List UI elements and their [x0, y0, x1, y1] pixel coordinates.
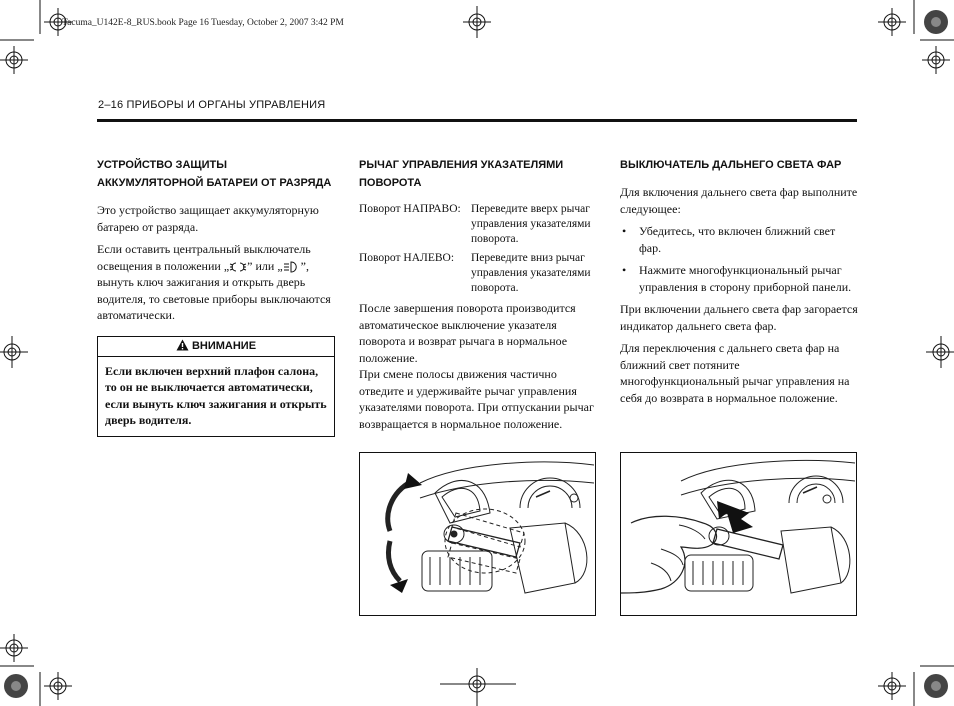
battery-paragraph-2 — [97, 241, 335, 324]
list-item: • Нажмите многофункциональный рычаг управления в сторону приборной панели. — [620, 262, 860, 295]
turn-right-text: Переведите вверх рычаг управления указателями поворота. — [471, 203, 591, 245]
highbeam-paragraph-2: При включении дальнего света фар загорается индикатор дальнего света фар. — [620, 302, 858, 333]
turn-right-label: Поворот НАПРАВО: — [359, 203, 461, 215]
registration-mark-left-middle — [0, 330, 30, 374]
print-info: Tacuma_U142E-8_RUS.book Page 16 Tuesday, October 2, 2007 3:42 PM — [62, 18, 344, 28]
highbeam-lever-illustration — [621, 453, 856, 615]
turn-section — [359, 156, 599, 438]
battery-p2-before: Если оставить центральный выключатель освещения в положении „ — [97, 242, 311, 273]
highbeam-paragraph-1: Для включения дальнего света фар выполните следующее: — [620, 185, 858, 216]
registration-mark-bottom-right — [874, 626, 954, 706]
warning-box — [97, 336, 335, 437]
turn-left-label: Поворот НАЛЕВО: — [359, 252, 455, 264]
registration-mark-bottom-left — [0, 626, 80, 706]
turn-paragraph-1: После завершения поворота производится автоматическое выключение указателя поворота и возврат рычага в нормальное положение. — [359, 301, 576, 365]
warning-text: Если включен верхний плафон салона, то он не выключается автоматически, если вынуть ключ зажигания и открыть дверь водителя. — [105, 363, 327, 427]
battery-section — [97, 156, 335, 437]
battery-p2-after: ”, вынуть ключ зажигания и открыть дверь водителя, то световые приборы выключаются автоматически. — [97, 258, 331, 322]
turn-right-row — [359, 202, 599, 247]
parking-light-icon — [229, 261, 247, 273]
highbeam-title: ВЫКЛЮЧАТЕЛЬ ДАЛЬНЕГО СВЕТА ФАР — [620, 159, 842, 171]
turn-left-row — [359, 251, 599, 296]
list-item: • Убедитесь, что включен ближний свет фар. — [620, 223, 860, 256]
header-rule — [97, 119, 857, 122]
turn-left-text: Переведите вниз рычаг управления указателями поворота. — [471, 252, 591, 294]
turn-paragraph-2: При смене полосы движения частично отведите и удерживайте рычаг управления указателями поворота. При отпускании рычаг возвращается в нормальное положение. — [359, 367, 594, 431]
warning-label: ВНИМАНИЕ — [191, 339, 257, 352]
registration-mark-top-left — [0, 0, 80, 80]
headlight-icon — [283, 261, 301, 273]
registration-mark-top-right — [874, 0, 954, 80]
running-header: 2–16 ПРИБОРЫ И ОРГАНЫ УПРАВЛЕНИЯ — [98, 99, 326, 111]
turn-lever-illustration — [360, 453, 595, 615]
battery-title: УСТРОЙСТВО ЗАЩИТЫ АККУМУЛЯТОРНОЙ БАТАРЕИ ОТ РАЗРЯДА — [97, 159, 332, 189]
warning-header — [98, 337, 334, 357]
registration-mark-top-center — [452, 0, 502, 44]
highbeam-section — [620, 156, 860, 412]
registration-mark-bottom-center — [440, 662, 516, 706]
battery-paragraph-1: Это устройство защищает аккумуляторную батарею от разряда. — [97, 203, 319, 234]
turn-lever-figure — [359, 452, 596, 616]
battery-p2-middle: ” или „ — [247, 258, 283, 273]
highbeam-paragraph-3: Для переключения с дальнего света фар на ближний свет потяните многофункциональный рычаг управления на себя до возврата в нормальное положение. — [620, 341, 850, 405]
turn-title: РЫЧАГ УПРАВЛЕНИЯ УКАЗАТЕЛЯМИ ПОВОРОТА — [359, 159, 564, 189]
registration-mark-right-middle — [924, 330, 954, 374]
warning-triangle-icon — [176, 339, 189, 351]
highbeam-lever-figure — [620, 452, 857, 616]
highbeam-bullets — [620, 223, 860, 295]
